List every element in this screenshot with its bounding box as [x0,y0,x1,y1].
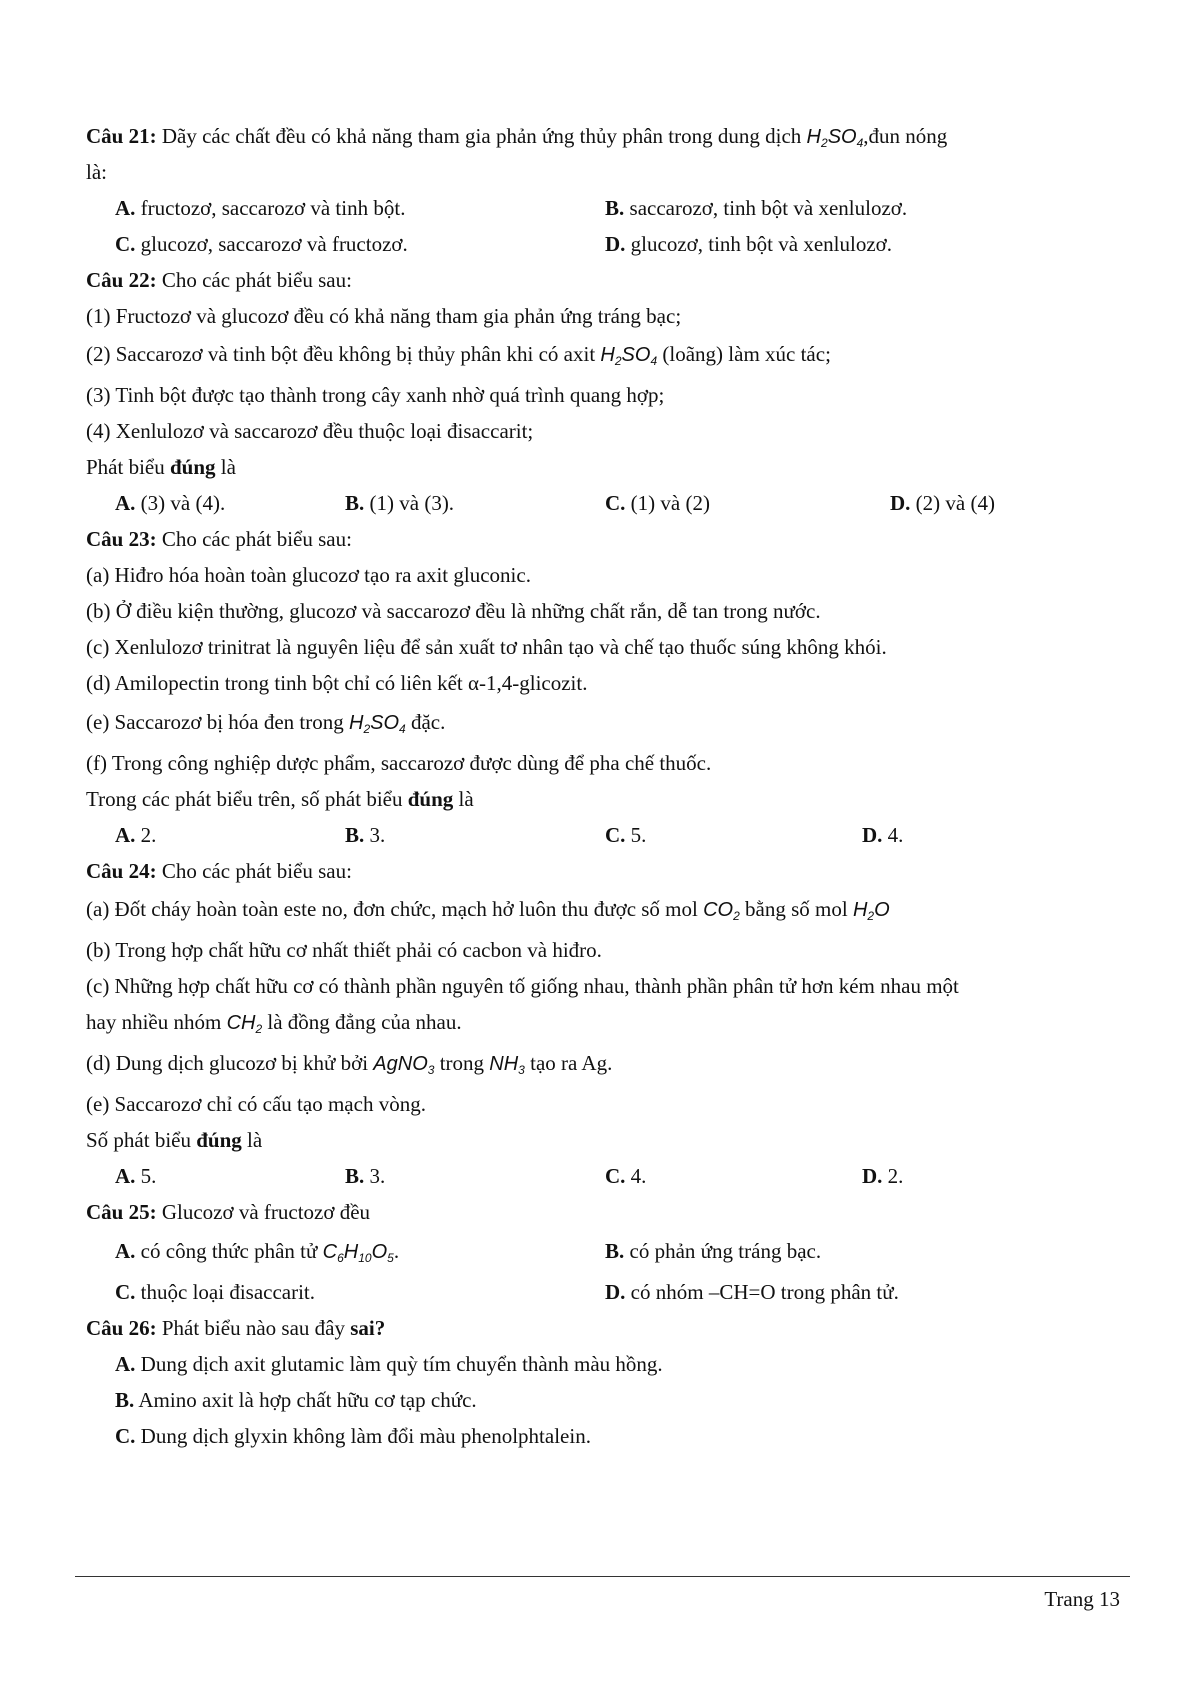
q22-option-c[interactable]: C. (1) và (2) [605,491,710,515]
q26-stem: Câu 26: Phát biểu nào sau đây sai? [86,1316,386,1340]
footer-divider [75,1576,1130,1577]
q22-statement-1: (1) Fructozơ và glucozơ đều có khả năng tham gia phản ứng tráng bạc; [86,304,682,328]
q26-option-b[interactable]: B. Amino axit là hợp chất hữu cơ tạp chức. [115,1388,477,1412]
q21-option-d[interactable]: D. glucozơ, tinh bột và xenlulozơ. [605,232,892,256]
q22-option-b[interactable]: B. (1) và (3). [345,491,455,515]
q22-option-a[interactable]: A. (3) và (4). [115,491,226,515]
q24-stem: Câu 24: Cho các phát biểu sau: [86,859,352,883]
q23-question: Trong các phát biểu trên, số phát biểu đúng là [86,787,474,811]
q25-stem: Câu 25: Glucozơ và fructozơ đều [86,1200,371,1224]
page-number: Trang 13 [1044,1587,1120,1611]
q21-text: Dãy các chất đều có khả năng tham gia phản ứng thủy phân trong dung dịch [156,124,807,148]
q24-statement-e: (e) Saccarozơ chỉ có cấu tạo mạch vòng. [86,1092,426,1116]
q26-label: Câu 26: [86,1316,157,1340]
q24-question: Số phát biểu đúng là [86,1128,263,1152]
q24-label: Câu 24: [86,859,157,883]
q23-statement-a: (a) Hiđro hóa hoàn toàn glucozơ tạo ra axit gluconic. [86,563,531,587]
q25-label: Câu 25: [86,1200,157,1224]
q23-option-c[interactable]: C. 5. [605,823,647,847]
formula-h2so4: $H_2SO_4$ [806,126,864,150]
q23-statement-b: (b) Ở điều kiện thường, glucozơ và saccarozơ đều là những chất rắn, dễ tan trong nước. [86,599,821,623]
formula-h2so4: $H_2SO_4$ [349,712,406,736]
q21-option-a[interactable]: A. fructozơ, saccarozơ và tinh bột. [115,196,406,220]
formula-c6h10o5: $C_6H_{10}O_5$ [322,1241,394,1265]
formula-co2: $CO_2$ [703,899,740,923]
q24-option-a[interactable]: A. 5. [115,1164,157,1188]
q21-option-b[interactable]: B. saccarozơ, tinh bột và xenlulozơ. [605,196,908,220]
q25-option-b[interactable]: B. có phản ứng tráng bạc. [605,1239,822,1263]
q22-statement-3: (3) Tinh bột được tạo thành trong cây xanh nhờ quá trình quang hợp; [86,383,665,407]
q21-label: Câu 21: [86,124,157,148]
q25-option-c[interactable]: C. thuộc loại đisaccarit. [115,1280,316,1304]
q22-option-d[interactable]: D. (2) và (4) [890,491,995,515]
q21-option-c[interactable]: C. glucozơ, saccarozơ và fructozơ. [115,232,408,256]
q25-option-d[interactable]: D. có nhóm –CH=O trong phân tử. [605,1280,899,1304]
q23-statement-c: (c) Xenlulozơ trinitrat là nguyên liệu để sản xuất tơ nhân tạo và chế tạo thuốc súng không khói. [86,635,887,659]
q21-stem-cont: là: [86,160,107,184]
q23-statement-f: (f) Trong công nghiệp dược phẩm, saccarozơ được dùng để pha chế thuốc. [86,751,712,775]
formula-agno3: AgNO$_3$ [373,1053,435,1077]
q24-statement-c: (c) Những hợp chất hữu cơ có thành phần nguyên tố giống nhau, thành phần phân tử hơn kém nhau một [86,974,959,998]
q25-option-a[interactable]: A. có công thức phân tử $C_6H_{10}O_5$. [115,1239,400,1265]
q26-option-a[interactable]: A. Dung dịch axit glutamic làm quỳ tím chuyển thành màu hồng. [115,1352,663,1376]
formula-h2o: $H_2O$ [852,899,890,923]
q24-statement-a: (a) Đốt cháy hoàn toàn este no, đơn chức, mạch hở luôn thu được số mol $CO_2$ bằng số mol $H_2O$ [86,897,890,923]
q21-stem [86,123,1120,156]
q22-question: Phát biểu đúng là [86,455,236,479]
q23-label: Câu 23: [86,527,157,551]
q22-statement-2: (2) Saccarozơ và tinh bột đều không bị thủy phân khi có axit $H_2SO_4$ (loãng) làm xúc tác; [86,342,831,368]
q24-option-b[interactable]: B. 3. [345,1164,386,1188]
q23-stem: Câu 23: Cho các phát biểu sau: [86,527,352,551]
q23-option-d[interactable]: D. 4. [862,823,904,847]
q22-statement-4: (4) Xenlulozơ và saccarozơ đều thuộc loại đisaccarit; [86,419,534,443]
q24-statement-d: (d) Dung dịch glucozơ bị khử bởi AgNO$_3$ trong $NH_3$ tạo ra Ag. [86,1051,613,1077]
q26-option-c[interactable]: C. Dung dịch glyxin không làm đổi màu phenolphtalein. [115,1424,591,1448]
q23-option-a[interactable]: A. 2. [115,823,157,847]
q23-statement-e: (e) Saccarozơ bị hóa đen trong $H_2SO_4$ đặc. [86,710,446,736]
q24-option-c[interactable]: C. 4. [605,1164,647,1188]
q22-label: Câu 22: [86,268,157,292]
q23-statement-d: (d) Amilopectin trong tinh bột chỉ có liên kết α-1,4-glicozit. [86,671,588,695]
formula-ch2: $CH_2$ [226,1012,263,1036]
q21-text-end: ,đun nóng [863,124,948,148]
q23-option-b[interactable]: B. 3. [345,823,386,847]
q24-statement-b: (b) Trong hợp chất hữu cơ nhất thiết phải có cacbon và hiđro. [86,938,602,962]
formula-nh3: $NH_3$ [489,1053,525,1077]
q24-statement-c-cont: hay nhiều nhóm $CH_2$ là đồng đẳng của nhau. [86,1010,462,1036]
formula-h2so4: $H_2SO_4$ [600,344,658,368]
q24-option-d[interactable]: D. 2. [862,1164,904,1188]
q22-stem: Câu 22: Cho các phát biểu sau: [86,268,352,292]
